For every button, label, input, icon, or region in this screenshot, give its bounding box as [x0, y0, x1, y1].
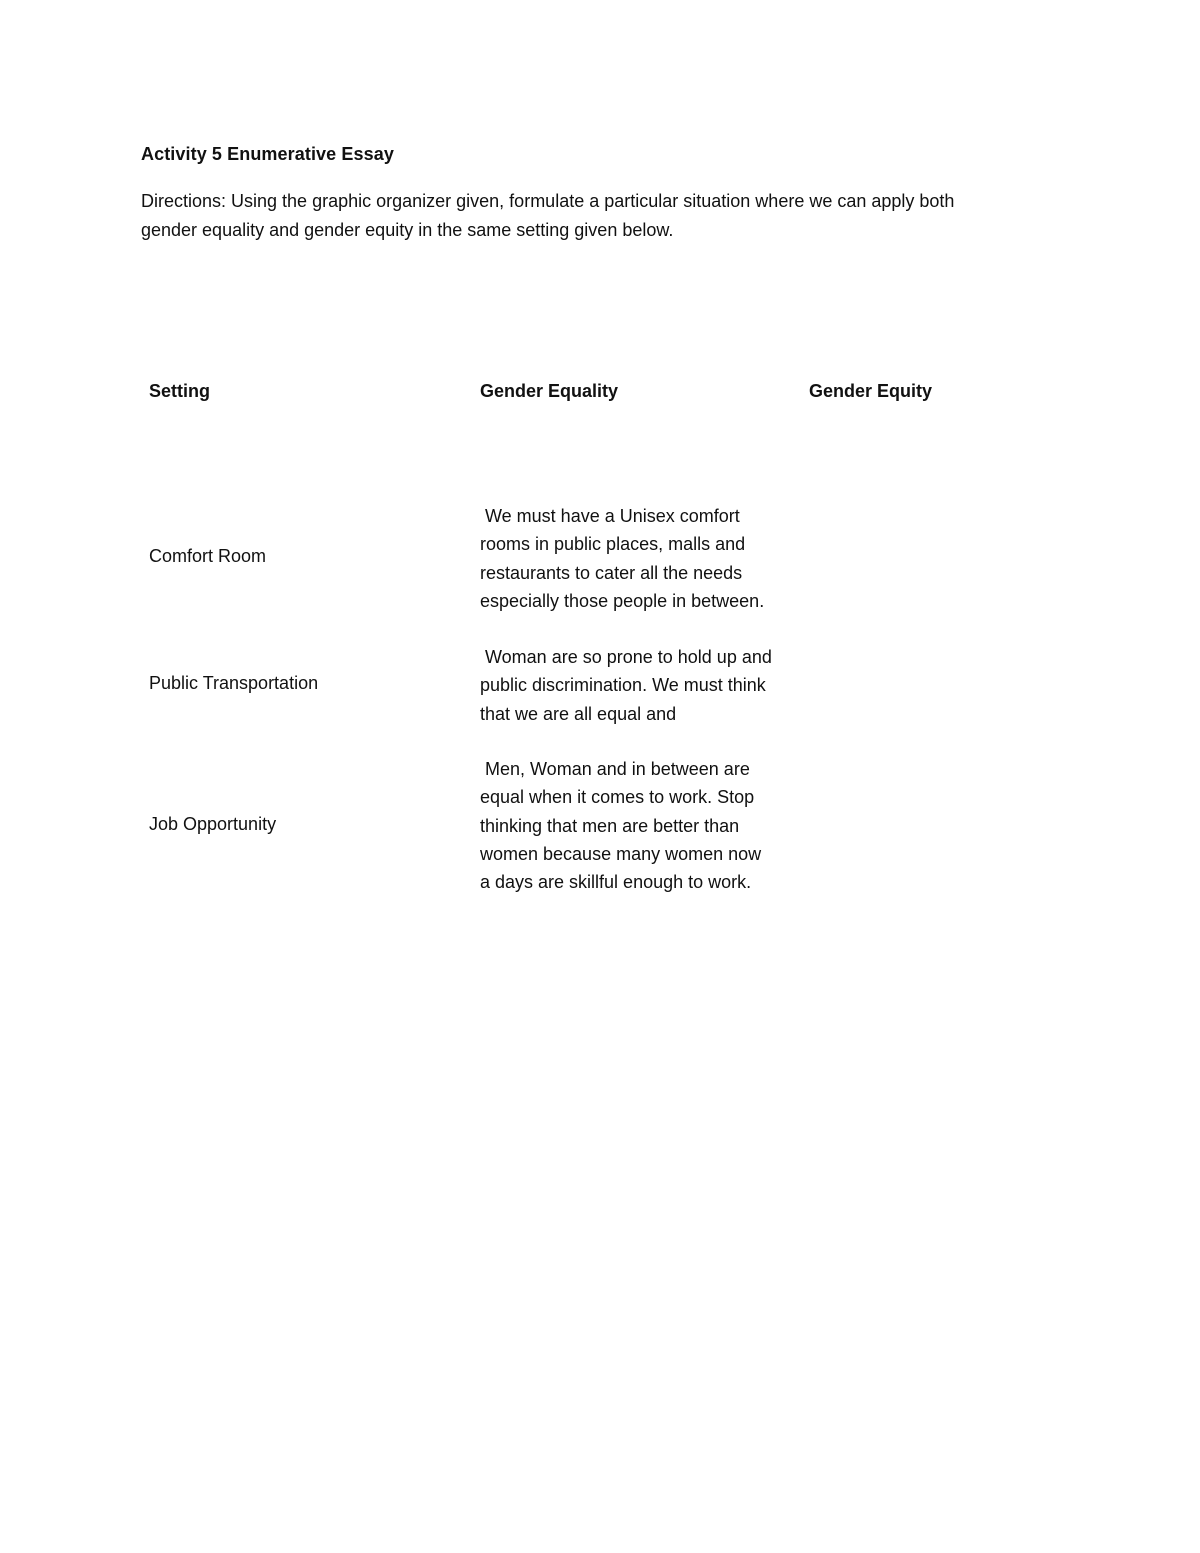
cell-text-line: especially those people in between.	[480, 590, 765, 611]
setting-cell-comfort-room: Comfort Room	[149, 546, 267, 566]
cell-text-line: that we are all equal and	[480, 703, 677, 724]
setting-cell-job-opportunity: Job Opportunity	[149, 814, 277, 834]
directions-line: gender equality and gender equity in the same setting given below.	[141, 219, 674, 240]
cell-text-line: Woman are so prone to hold up and	[480, 647, 772, 667]
column-header-setting: Setting	[149, 381, 210, 401]
cell-text-line: thinking that men are better than	[480, 815, 740, 836]
cell-text-line: public discrimination. We must think	[480, 675, 766, 696]
cell-text-line: a days are skillful enough to work.	[480, 872, 752, 893]
column-header-gender-equality: Gender Equality	[480, 381, 619, 401]
gender-equality-cell	[480, 502, 820, 615]
gender-equality-cell	[480, 755, 820, 896]
cell-text-line: Men, Woman and in between are	[480, 759, 750, 779]
cell-text-line: We must have a Unisex comfort	[480, 506, 740, 526]
directions-line: Directions: Using the graphic organizer given, formulate a particular situation where we can apply both	[141, 191, 955, 211]
cell-text-line: restaurants to cater all the needs	[480, 562, 743, 583]
cell-text-line: equal when it comes to work. Stop	[480, 787, 755, 808]
cell-text-line: women because many women now	[480, 843, 762, 864]
setting-cell-public-transportation: Public Transportation	[149, 673, 319, 693]
column-header-gender-equity: Gender Equity	[809, 381, 933, 401]
directions-paragraph	[141, 187, 1061, 244]
cell-text-line: rooms in public places, malls and	[480, 534, 746, 555]
activity-title: Activity 5 Enumerative Essay	[141, 144, 394, 164]
gender-equality-cell	[480, 643, 820, 728]
